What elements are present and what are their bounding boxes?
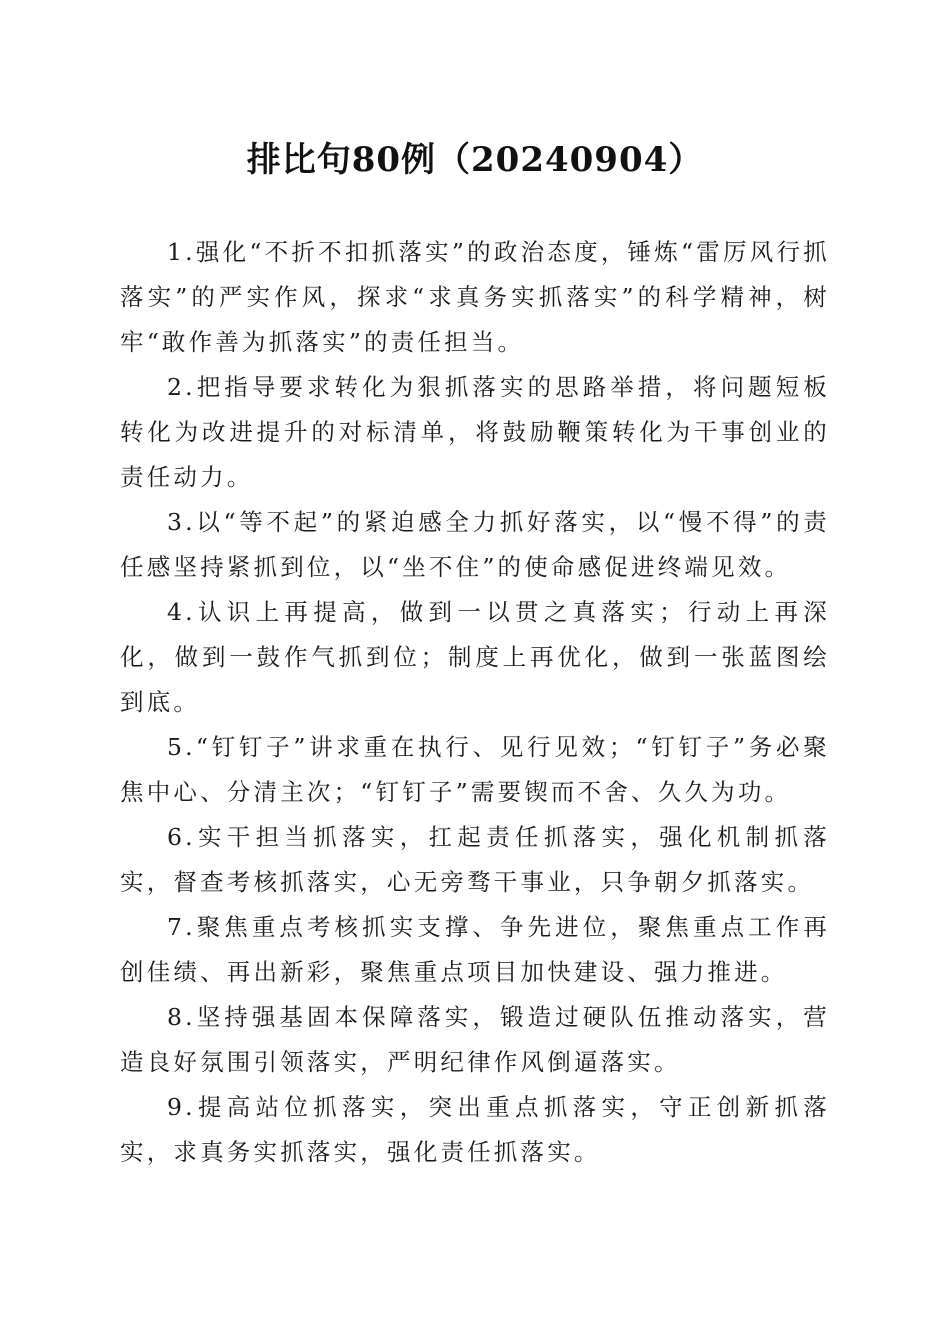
paragraph-8: 8.坚持强基固本保障落实，锻造过硬队伍推动落实，营造良好氛围引领落实，严明纪律作风倒逼落实。 (120, 1003, 830, 1076)
paragraph-1: 1.强化“不折不扣抓落实”的政治态度，锤炼“雷厉风行抓落实”的严实作风，探求“求真务实抓落实”的科学精神，树牢“敢作善为抓落实”的责任担当。 (120, 238, 830, 356)
paragraph-9: 9.提高站位抓落实，突出重点抓落实，守正创新抓落实，求真务实抓落实，强化责任抓落实。 (120, 1093, 830, 1166)
paragraph-6: 6.实干担当抓落实，扛起责任抓落实，强化机制抓落实，督查考核抓落实，心无旁骛干事业，只争朝夕抓落实。 (120, 823, 830, 896)
paragraph-7: 7.聚焦重点考核抓实支撑、争先进位，聚焦重点工作再创佳绩、再出新彩，聚焦重点项目加快建设、强力推进。 (120, 913, 830, 986)
paragraph-4: 4.认识上再提高，做到一以贯之真落实；行动上再深化，做到一鼓作气抓到位；制度上再优化，做到一张蓝图绘到底。 (120, 598, 830, 716)
document-title: 排比句80例（20240904） (246, 140, 704, 180)
paragraph-5: 5.“钉钉子”讲求重在执行、见行见效；“钉钉子”务必聚焦中心、分清主次；“钉钉子”需要锲而不舍、久久为功。 (120, 733, 830, 806)
document-body (120, 230, 830, 1175)
paragraph-2: 2.把指导要求转化为狠抓落实的思路举措，将问题短板转化为改进提升的对标清单，将鼓励鞭策转化为干事创业的责任动力。 (120, 373, 830, 491)
paragraph-3: 3.以“等不起”的紧迫感全力抓好落实，以“慢不得”的责任感坚持紧抓到位，以“坐不住”的使命感促进终端见效。 (120, 508, 830, 581)
